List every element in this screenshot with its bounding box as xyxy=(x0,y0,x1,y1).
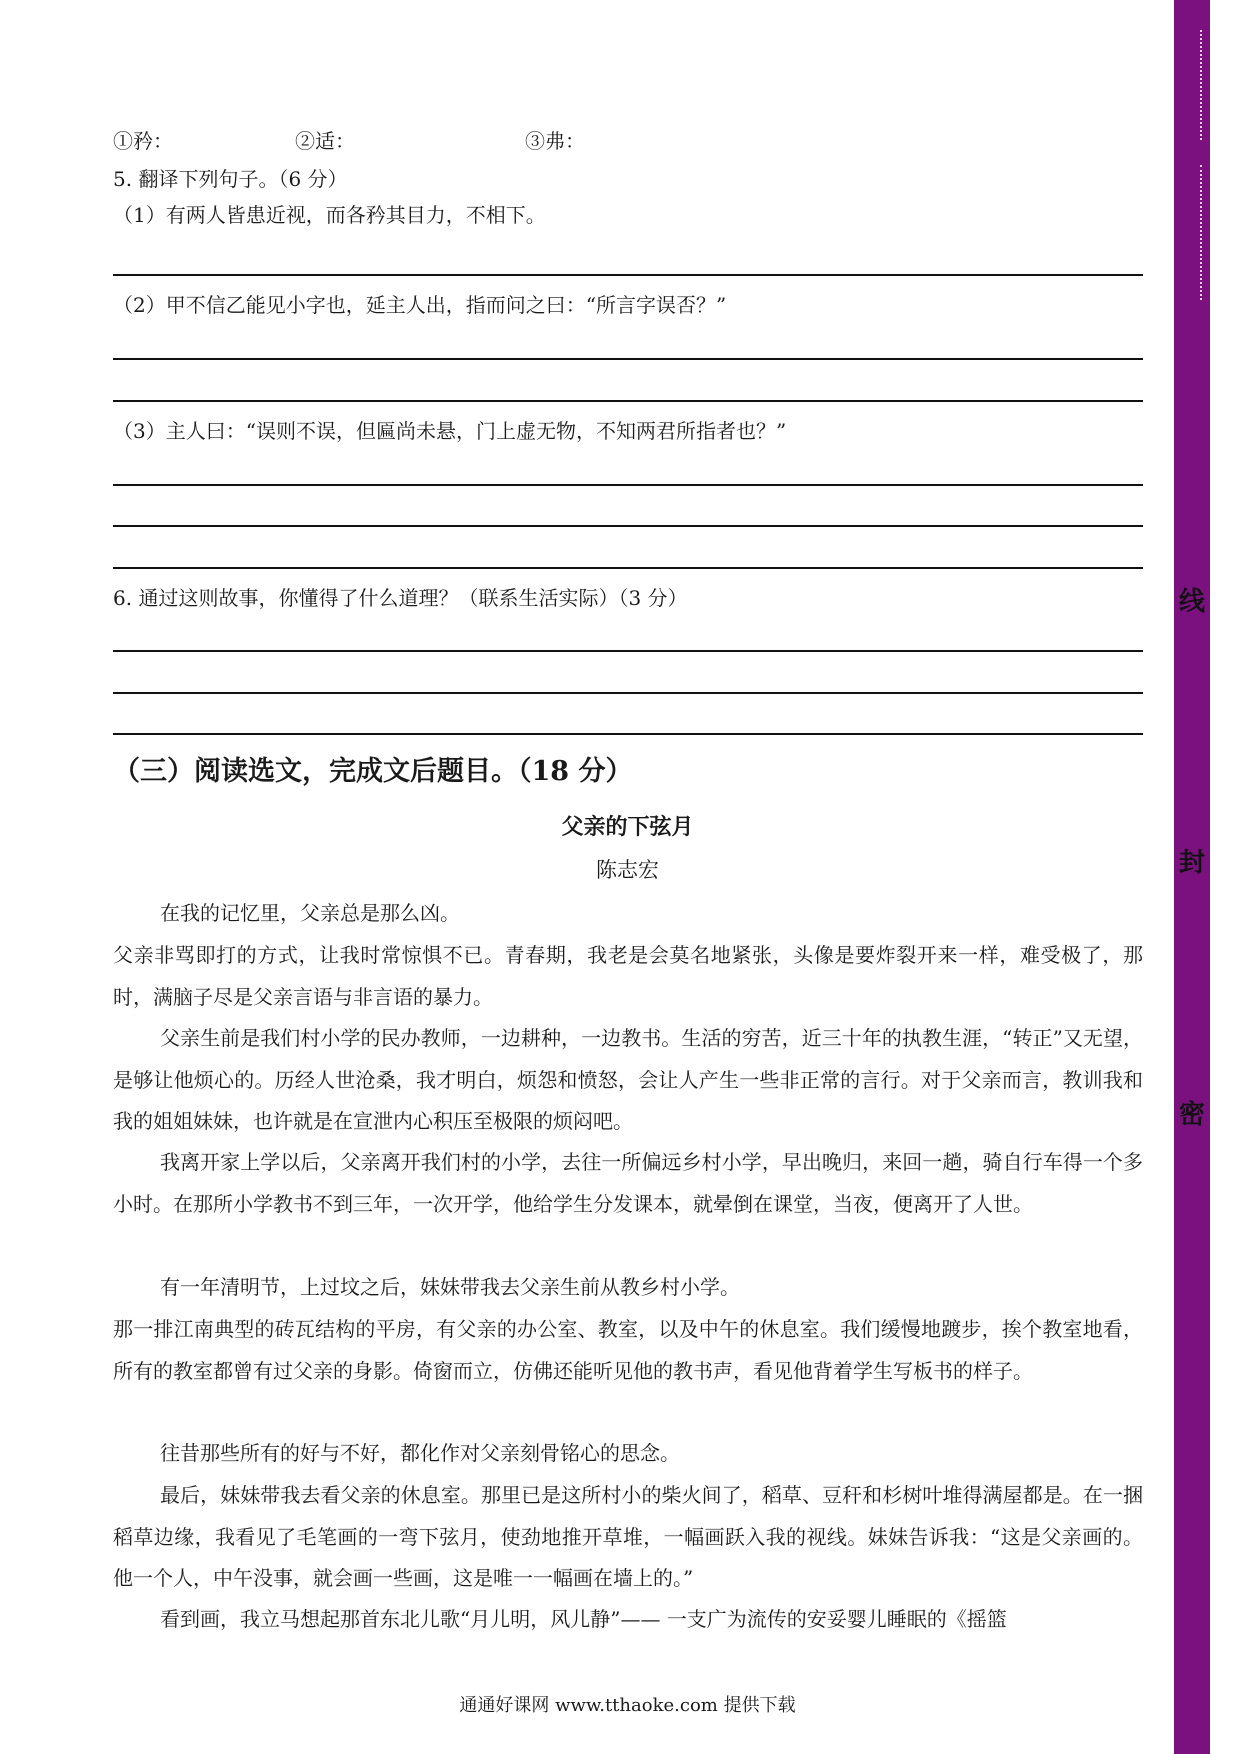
q4-item-2: ②适： xyxy=(295,129,355,153)
essay-author: 陈志宏 xyxy=(596,858,659,882)
section-title: （三）阅读选文，完成文后题目。（18 分） xyxy=(113,756,633,787)
q6-title: 6. 通过这则故事，你懂得了什么道理？（联系生活实际）（3 分） xyxy=(113,586,688,610)
answer-line[interactable] xyxy=(113,274,1143,276)
paragraph: 看到画，我立马想起那首东北儿歌“月儿明，风儿静”—— 一支广为流传的安妥婴儿睡眠的《摇篮 xyxy=(160,1607,1007,1631)
paragraph: 有一年清明节，上过坟之后，妹妹带我去父亲生前从教乡村小学。 xyxy=(160,1275,740,1299)
answer-line[interactable] xyxy=(113,525,1143,527)
paragraph: 最后，妹妹带我去看父亲的休息室。那里已是这所村小的柴火间了，稻草、豆秆和杉树叶堆得满屋都是。在一捆稻草边缘，我看见了毛笔画的一弯下弦月，使劲地推开草堆，一幅画跃入我的视线。妹妹告诉我：“这是父亲画的。他一个人，中午没事，就会画一些画，这是唯一一幅画在墙上的。” xyxy=(113,1483,1143,1590)
paragraph: 父亲非骂即打的方式，让我时常惊惧不已。青春期，我老是会莫名地紧张，头像是要炸裂开来一样，难受极了，那时，满脑子尽是父亲言语与非言语的暴力。 xyxy=(113,943,1143,1009)
q5-sentence-2: （2）甲不信乙能见小字也，延主人出，指而问之曰：“所言字误否？” xyxy=(113,293,727,317)
seal-mark-xian: 线 xyxy=(1178,587,1205,617)
answer-line[interactable] xyxy=(113,484,1143,486)
q5-sentence-1: （1）有两人皆患近视，而各矜其目力，不相下。 xyxy=(113,203,546,227)
q4-item-1: ①矜： xyxy=(113,129,173,153)
q4-item-3: ③弗： xyxy=(525,129,585,153)
answer-line[interactable] xyxy=(113,650,1143,652)
seal-mark-feng: 封 xyxy=(1178,848,1205,878)
answer-line[interactable] xyxy=(113,400,1143,402)
essay-title: 父亲的下弦月 xyxy=(561,814,694,840)
paragraph: 父亲生前是我们村小学的民办教师，一边耕种，一边教书。生活的穷苦，近三十年的执教生涯，“转正”又无望，是够让他烦心的。历经人世沧桑，我才明白，烦怨和愤怒，会让人产生一些非正常的言行。对于父亲而言，教训我和我的姐姐妹妹，也许就是在宣泄内心积压至极限的烦闷吧。 xyxy=(113,1026,1143,1133)
paragraph: 往昔那些所有的好与不好，都化作对父亲刻骨铭心的思念。 xyxy=(160,1441,680,1465)
paragraph: 那一排江南典型的砖瓦结构的平房，有父亲的办公室、教室，以及中午的休息室。我们缓慢地踱步，挨个教室地看，所有的教室都曾有过父亲的身影。倚窗而立，仿佛还能听见他的教书声，看见他背着学生写板书的样子。 xyxy=(113,1317,1143,1383)
answer-line[interactable] xyxy=(113,567,1143,569)
paragraph: 我离开家上学以后，父亲离开我们村的小学，去往一所偏远乡村小学，早出晚归，来回一趟，骑自行车得一个多小时。在那所小学教书不到三年，一次开学，他给学生分发课本，就晕倒在课堂，当夜，便离开了人世。 xyxy=(113,1150,1143,1216)
q5-title: 5. 翻译下列句子。（6 分） xyxy=(113,167,348,191)
q5-sentence-3: （3）主人曰：“误则不误，但匾尚未悬，门上虚无物，不知两君所指者也？” xyxy=(113,419,787,443)
seal-mark-mi: 密 xyxy=(1178,1100,1205,1130)
answer-line[interactable] xyxy=(113,358,1143,360)
footer-source: 通通好课网 www.tthaoke.com 提供下载 xyxy=(459,1695,796,1716)
cut-line-dots xyxy=(1200,165,1206,300)
paragraph: 在我的记忆里，父亲总是那么凶。 xyxy=(160,901,460,925)
cut-line-dots xyxy=(1200,30,1206,140)
answer-line[interactable] xyxy=(113,692,1143,694)
answer-line[interactable] xyxy=(113,733,1143,735)
